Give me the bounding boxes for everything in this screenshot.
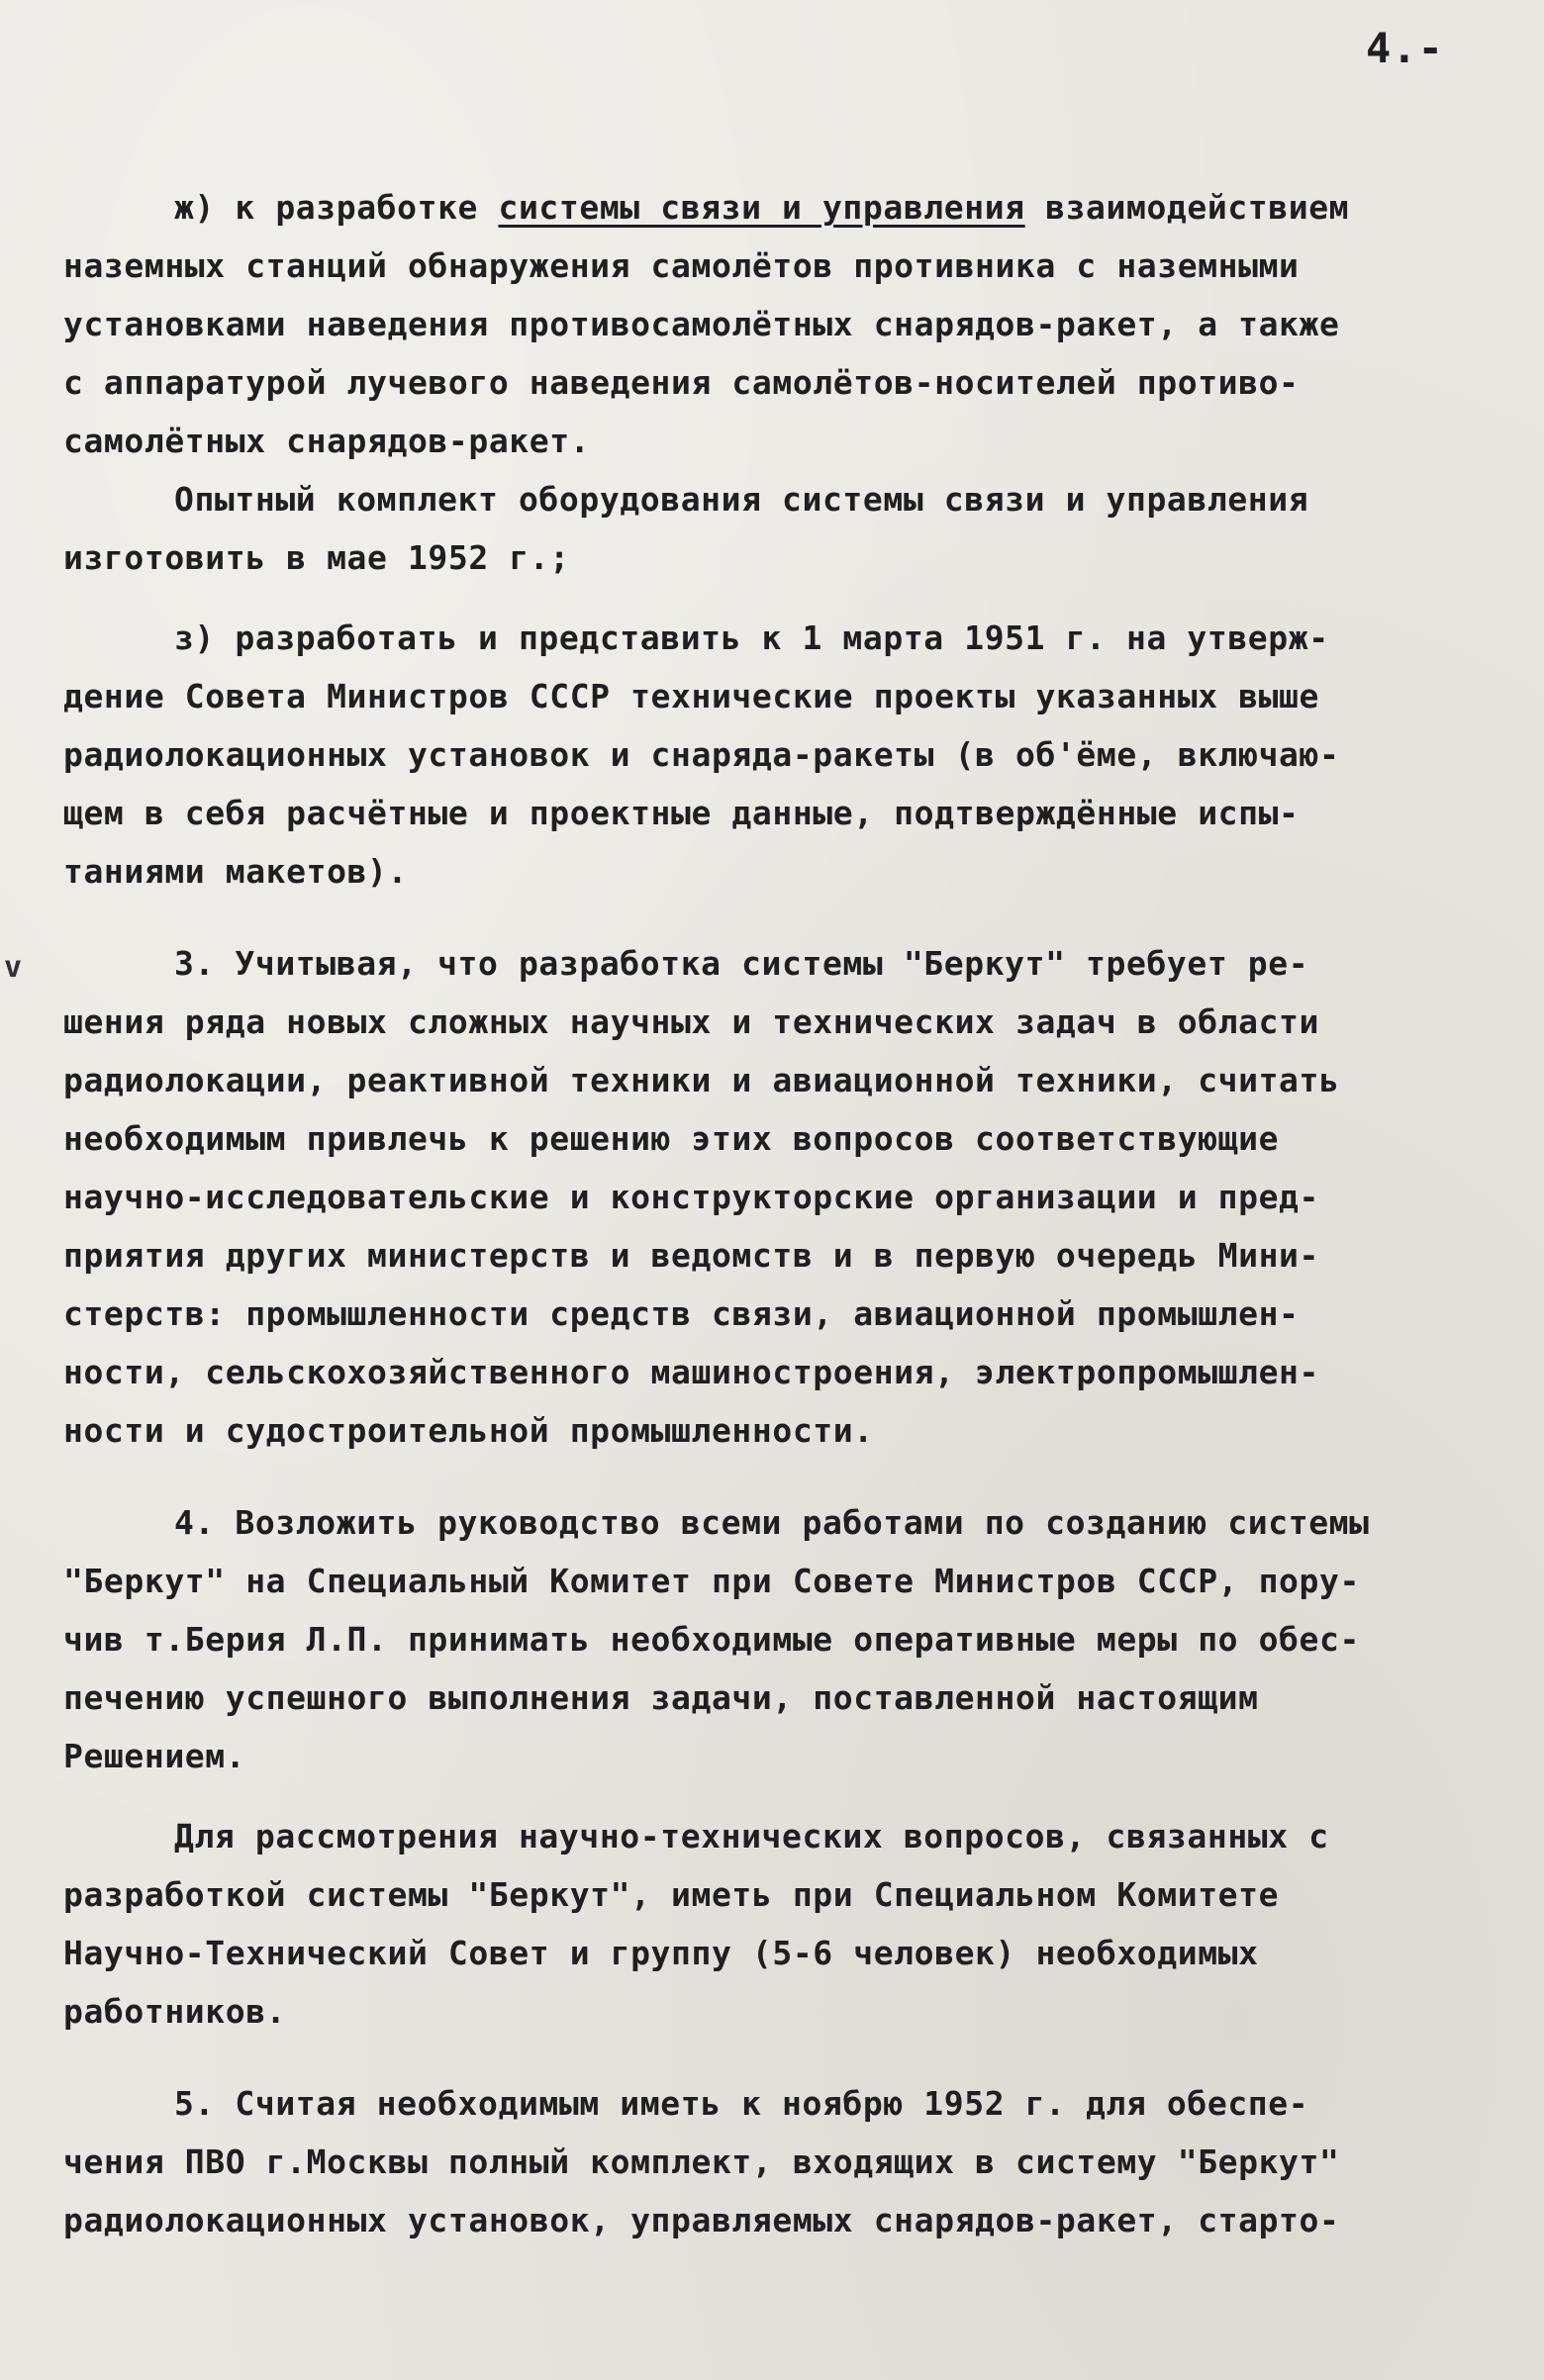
- text-line: чив т.Берия Л.П. принимать необходимые оперативные меры по обес-: [63, 1620, 1360, 1659]
- text-line: радиолокации, реактивной техники и авиационной техники, считать: [63, 1061, 1340, 1099]
- text-run: взаимодействием: [1024, 188, 1350, 227]
- text-line: необходимым привлечь к решению этих вопросов соответствующие: [63, 1119, 1280, 1158]
- text-line: самолётных снарядов-ракет.: [63, 422, 591, 460]
- underlined-phrase: системы связи и управления: [498, 188, 1025, 227]
- paragraph-4-continued: [63, 1807, 1518, 2041]
- text-line: радиолокационных установок и снаряда-ракеты (в об'ёме, включаю-: [63, 735, 1340, 774]
- text-line: стерств: промышленности средств связи, авиационной промышлен-: [63, 1294, 1300, 1333]
- text-line: работников.: [63, 1992, 287, 2031]
- text-line: Решением.: [63, 1737, 246, 1775]
- text-line: з) разработать и представить к 1 марта 1951 г. на утверж-: [174, 619, 1329, 657]
- page-number: 4.-: [1366, 24, 1444, 72]
- paragraph-gap: [63, 587, 1518, 609]
- paragraph-zh-continued: [63, 470, 1518, 587]
- paragraph-5: [63, 2074, 1518, 2249]
- paragraph-zh: [63, 178, 1518, 470]
- text-line: радиолокационных установок, управляемых снарядов-ракет, старто-: [63, 2201, 1340, 2239]
- text-line: таниями макетов).: [63, 852, 408, 891]
- text-line: дение Совета Министров СССР технические проекты указанных выше: [63, 677, 1319, 715]
- text-line: чения ПВО г.Москвы полный комплект, входящих в систему "Беркут": [63, 2142, 1340, 2181]
- text-line: [63, 178, 1518, 237]
- text-line: ности и судостроительной промышленности.: [63, 1411, 874, 1450]
- text-line: шения ряда новых сложных научных и технических задач в области: [63, 1002, 1319, 1041]
- paragraph-gap: [63, 1460, 1518, 1493]
- text-line: щем в себя расчётные и проектные данные, подтверждённые испы-: [63, 794, 1300, 832]
- document-body: [63, 178, 1518, 2249]
- text-line: установками наведения противосамолётных снарядов-ракет, а также: [63, 305, 1340, 343]
- text-line: 3. Учитывая, что разработка системы "Беркут" требует ре-: [174, 944, 1309, 983]
- text-line: 4. Возложить руководство всеми работами по созданию системы: [174, 1503, 1370, 1542]
- text-line: ности, сельскохозяйственного машиностроения, электропромышлен-: [63, 1353, 1319, 1391]
- paragraph-3: [63, 934, 1518, 1460]
- text-line: научно-исследовательские и конструкторские организации и пред-: [63, 1178, 1319, 1216]
- paragraph-z: [63, 609, 1518, 901]
- text-line: изготовить в мае 1952 г.;: [63, 538, 570, 577]
- text-line: печению успешного выполнения задачи, поставленной настоящим: [63, 1678, 1259, 1717]
- text-line: с аппаратурой лучевого наведения самолётов-носителей противо-: [63, 363, 1300, 402]
- margin-check-mark: v: [4, 950, 23, 985]
- text-line: разработкой системы "Беркут", иметь при Специальном Комитете: [63, 1875, 1280, 1914]
- text-line: Для рассмотрения научно-технических вопросов, связанных с: [174, 1817, 1329, 1856]
- text-line: Опытный комплект оборудования системы связи и управления: [174, 480, 1309, 519]
- paragraph-gap: [63, 1785, 1518, 1807]
- text-line: Научно-Технический Совет и группу (5-6 человек) необходимых: [63, 1934, 1259, 1972]
- paragraph-gap: [63, 2041, 1518, 2074]
- text-line: "Беркут" на Специальный Комитет при Совете Министров СССР, пору-: [63, 1562, 1360, 1600]
- paragraph-gap: [63, 901, 1518, 934]
- paragraph-4: [63, 1493, 1518, 1785]
- text-run: ж) к разработке: [174, 188, 499, 227]
- text-line: 5. Считая необходимым иметь к ноябрю 1952 г. для обеспе-: [174, 2084, 1309, 2123]
- text-line: приятия других министерств и ведомств и в первую очередь Мини-: [63, 1236, 1319, 1275]
- text-line: наземных станций обнаружения самолётов противника с наземными: [63, 246, 1300, 285]
